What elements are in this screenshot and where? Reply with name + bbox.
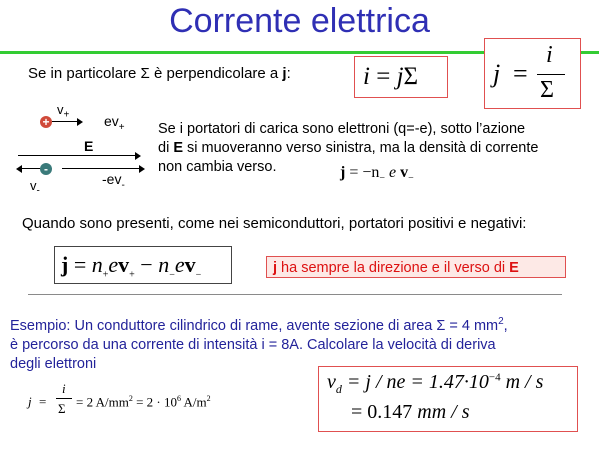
- formula-jneg-e: e: [389, 164, 397, 181]
- calc-j-lhs: j: [28, 394, 32, 409]
- v-minus-text: v: [30, 178, 37, 193]
- formula-total-e2: e: [174, 252, 185, 277]
- ev-minus-arrow-line: [62, 168, 140, 169]
- ev-minus-text: -ev: [102, 171, 122, 187]
- direction-note-text: ha sempre la direzione e il verso di: [277, 260, 510, 276]
- v-minus-label: [30, 176, 40, 201]
- field-label: E: [84, 138, 94, 154]
- formula-j-fraction-bar: [537, 74, 565, 75]
- formula-total-e1: e: [108, 252, 119, 277]
- calc-j-unit: A/m: [181, 394, 207, 410]
- electrons-line-2: [158, 139, 598, 158]
- formula-j-box: [484, 38, 581, 109]
- ev-minus-arrowhead-icon: [139, 165, 145, 173]
- v-minus-arrowhead-icon: [16, 165, 22, 173]
- electrons-line-1: Se i portatori di carica sono elettroni (q=-e), sotto l’azione: [158, 121, 526, 137]
- formula-total-v2-sub: −: [195, 269, 202, 281]
- formula-total-j: j: [61, 252, 69, 277]
- calc-v-line-2: [351, 401, 470, 424]
- calc-j-den: Σ: [58, 401, 66, 416]
- formula-j-num: i: [546, 42, 553, 68]
- negative-charge-icon: -: [40, 163, 52, 175]
- electrons-line-2-pre: di: [158, 140, 174, 156]
- formula-total-v2: v: [184, 252, 196, 277]
- section-divider: [28, 294, 562, 295]
- formula-i: [363, 63, 418, 91]
- example-line-1-post: ,: [503, 317, 508, 334]
- positive-charge-icon: +: [40, 116, 52, 128]
- formula-total-n2: n: [158, 252, 170, 277]
- calc-j-sup2: 6: [177, 394, 182, 403]
- v-minus-sub: -: [36, 185, 40, 197]
- electrons-line-2-bold: E: [173, 140, 183, 156]
- direction-note-j: j: [273, 260, 278, 276]
- formula-jneg-j: j: [340, 164, 346, 181]
- formula-total-v1: v: [118, 252, 130, 277]
- calc-v-box: [318, 366, 578, 432]
- formula-i-eq: =: [376, 63, 391, 90]
- formula-total-n1-sub: +: [102, 269, 109, 281]
- example-line-1-pre: Esempio: Un conduttore cilindrico di rame, avente sezione di area Σ = 4 mm: [10, 317, 499, 334]
- direction-note-e: E: [509, 260, 519, 276]
- intro-text-before: Se in particolare Σ è perpendicolare a: [28, 65, 283, 82]
- calc-j-num: i: [62, 381, 66, 396]
- calc-j-sup1: 2: [128, 394, 133, 403]
- formula-total-box: [54, 246, 232, 284]
- v-minus-arrow-line: [22, 168, 40, 169]
- intro-bold-j: j: [282, 65, 287, 82]
- calc-v-line-1: [327, 371, 543, 397]
- formula-i-lhs: i: [363, 63, 370, 90]
- formula-i-box: [354, 56, 448, 98]
- calc-v-rest: = j / ne = 1.47·10: [346, 371, 489, 393]
- formula-total-n2-sub: −: [169, 269, 175, 281]
- field-arrow-line: [18, 155, 136, 156]
- formula-jneg-v: v: [400, 164, 409, 181]
- calc-v-line2-value: = 0.147: [351, 401, 413, 423]
- example-line-3: degli elettroni: [10, 355, 97, 372]
- v-plus-text: v: [57, 102, 64, 117]
- calc-j-sup3: 2: [206, 394, 211, 403]
- example-line-1: [10, 312, 598, 336]
- formula-j-lhs: j: [493, 59, 501, 88]
- v-plus-sub: +: [63, 109, 70, 121]
- calc-j-eq3: = 2 · 10: [132, 394, 178, 410]
- charge-diagram: [0, 100, 160, 197]
- example-line-2: è percorso da una corrente di intensità i = 8A. Calcolare la velocità di deriva: [10, 336, 496, 353]
- page-title: Corrente elettrica: [169, 2, 430, 40]
- formula-total-v1-sub: +: [129, 269, 135, 281]
- formula-total-minus: −: [140, 252, 153, 277]
- direction-note: [266, 256, 566, 278]
- ev-plus-text: ev: [104, 113, 119, 129]
- calc-v-v: v: [327, 371, 336, 393]
- v-plus-arrow-line: [52, 121, 78, 122]
- formula-total-eq: =: [73, 252, 87, 277]
- semiconductors-text: Quando sono presenti, come nei semiconduttori, portatori positivi e negativi:: [22, 215, 527, 232]
- calc-j: [28, 378, 278, 428]
- formula-jneg-vsub: −: [408, 173, 414, 185]
- ev-plus-sub: +: [118, 121, 125, 133]
- formula-jneg-sub: −: [379, 173, 386, 185]
- calc-v-exp: −4: [488, 371, 501, 384]
- field-arrowhead-icon: [135, 152, 141, 160]
- formula-total-n1: n: [91, 252, 103, 277]
- ev-plus-label: [104, 112, 125, 137]
- formula-jneg-eq: = −n: [349, 164, 380, 181]
- calc-j-rest: [76, 394, 211, 410]
- calc-j-fraction-bar: [56, 398, 72, 399]
- ev-minus-sub: -: [121, 179, 125, 191]
- calc-v-unit1: m / s: [500, 371, 544, 393]
- formula-j-den: Σ: [540, 77, 554, 103]
- formula-j-eq: =: [513, 59, 528, 88]
- formula-total: [61, 252, 201, 280]
- calc-j-eq1: =: [39, 394, 47, 409]
- intro-colon: :: [286, 65, 291, 82]
- calc-v-unit2: mm / s: [412, 401, 470, 423]
- electrons-line-3: non cambia verso.: [158, 159, 277, 175]
- example-line-1-sup: 2: [498, 316, 504, 327]
- formula-i-j: j: [396, 63, 404, 90]
- v-plus-arrowhead-icon: [77, 118, 83, 126]
- electrons-line-2-post: si muoveranno verso sinistra, ma la densità di corrente: [183, 140, 539, 156]
- ev-minus-label: [102, 170, 125, 195]
- formula-j-negative: [340, 164, 414, 184]
- calc-v-vsub: d: [335, 382, 342, 396]
- formula-i-sigma: Σ: [403, 63, 419, 90]
- example-paragraph: [10, 312, 598, 374]
- intro-text: [28, 64, 291, 83]
- calc-j-eq2: = 2 A/mm: [76, 394, 129, 410]
